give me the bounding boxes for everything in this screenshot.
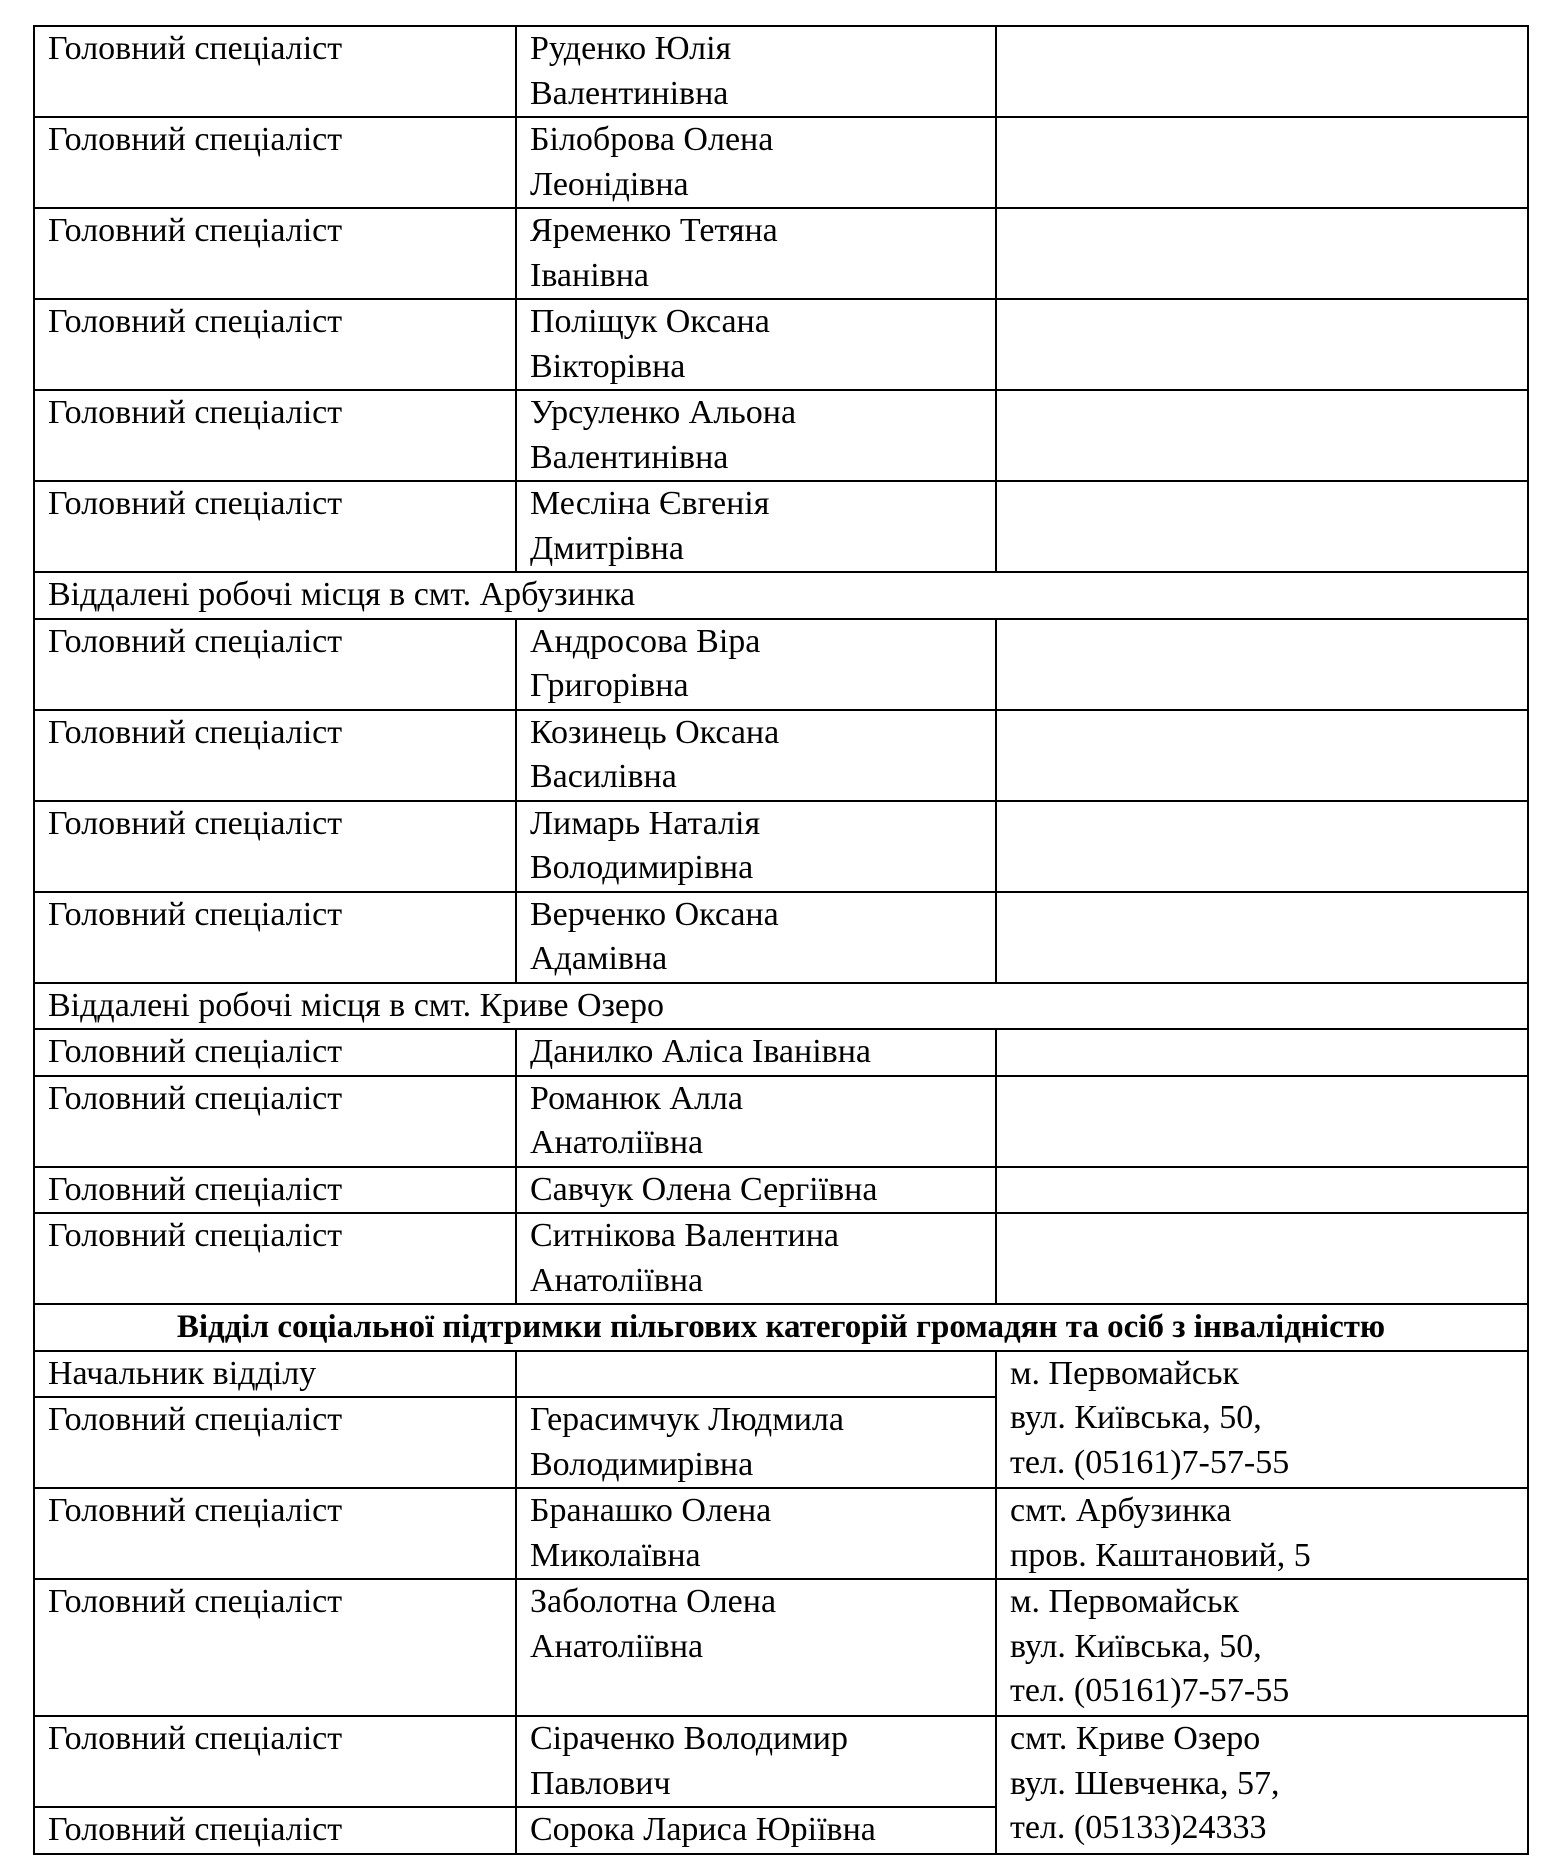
table-row — [34, 1213, 1528, 1304]
address-cell — [996, 299, 1528, 390]
name-cell: Герасимчук Людмила Володимирівна — [516, 1397, 996, 1488]
address-cell — [996, 619, 1528, 710]
name-cell: Яременко Тетяна Іванівна — [516, 208, 996, 299]
position-cell: Головний спеціаліст — [34, 619, 516, 710]
position-cell: Головний спеціаліст — [34, 299, 516, 390]
position-cell: Головний спеціаліст — [34, 1167, 516, 1214]
table-row — [34, 801, 1528, 892]
table-row — [34, 1579, 1528, 1716]
address-cell — [996, 1029, 1528, 1076]
position-cell: Головний спеціаліст — [34, 481, 516, 572]
name-cell — [516, 1351, 996, 1398]
department-row — [34, 1304, 1528, 1351]
name-cell: Сіраченко Володимир Павлович — [516, 1716, 996, 1807]
position-cell: Головний спеціаліст — [34, 1029, 516, 1076]
position-cell: Головний спеціаліст — [34, 1807, 516, 1854]
address-cell — [996, 390, 1528, 481]
position-cell: Головний спеціаліст — [34, 1716, 516, 1807]
table-row — [34, 481, 1528, 572]
position-cell: Головний спеціаліст — [34, 26, 516, 117]
name-cell: Данилко Аліса Іванівна — [516, 1029, 996, 1076]
table-row — [34, 1076, 1528, 1167]
name-cell: Романюк Алла Анатоліївна — [516, 1076, 996, 1167]
name-cell: Ситнікова Валентина Анатоліївна — [516, 1213, 996, 1304]
position-cell: Головний спеціаліст — [34, 208, 516, 299]
position-cell: Начальник відділу — [34, 1351, 516, 1398]
staff-table — [33, 25, 1529, 1855]
name-cell: Бранашко Олена Миколаївна — [516, 1488, 996, 1579]
address-cell — [996, 710, 1528, 801]
department-title: Відділ соціальної підтримки пільгових категорій громадян та осіб з інвалідністю — [34, 1304, 1528, 1351]
position-cell: Головний спеціаліст — [34, 1076, 516, 1167]
name-cell: Козинець Оксана Василівна — [516, 710, 996, 801]
table-row — [34, 208, 1528, 299]
position-cell: Головний спеціаліст — [34, 710, 516, 801]
address-cell — [996, 26, 1528, 117]
name-cell: Месліна Євгенія Дмитрівна — [516, 481, 996, 572]
name-cell: Андросова Віра Григорівна — [516, 619, 996, 710]
position-cell: Головний спеціаліст — [34, 1488, 516, 1579]
table-row — [34, 390, 1528, 481]
name-cell: Поліщук Оксана Вікторівна — [516, 299, 996, 390]
name-cell: Заболотна Олена Анатоліївна — [516, 1579, 996, 1716]
address-cell: смт. Криве Озеро вул. Шевченка, 57, тел. (05133)24333 — [996, 1716, 1528, 1854]
name-cell: Руденко Юлія Валентинівна — [516, 26, 996, 117]
address-cell — [996, 1167, 1528, 1214]
position-cell: Головний спеціаліст — [34, 1397, 516, 1488]
position-cell: Головний спеціаліст — [34, 117, 516, 208]
table-row — [34, 26, 1528, 117]
section-heading-kryve-ozero: Віддалені робочі місця в смт. Криве Озеро — [34, 983, 1528, 1030]
section-row — [34, 572, 1528, 619]
table-row — [34, 1029, 1528, 1076]
position-cell: Головний спеціаліст — [34, 801, 516, 892]
address-cell — [996, 1076, 1528, 1167]
table-continuation-edge — [33, 1847, 35, 1855]
address-cell — [996, 117, 1528, 208]
position-cell: Головний спеціаліст — [34, 390, 516, 481]
section-heading-arbuzynka: Віддалені робочі місця в смт. Арбузинка — [34, 572, 1528, 619]
address-cell — [996, 1213, 1528, 1304]
table-row — [34, 1167, 1528, 1214]
address-cell: м. Первомайськ вул. Київська, 50, тел. (05161)7-57-55 — [996, 1579, 1528, 1716]
name-cell: Верченко Оксана Адамівна — [516, 892, 996, 983]
table-row — [34, 117, 1528, 208]
table-row — [34, 619, 1528, 710]
name-cell: Урсуленко Альона Валентинівна — [516, 390, 996, 481]
name-cell: Білоброва Олена Леонідівна — [516, 117, 996, 208]
address-cell — [996, 892, 1528, 983]
address-cell — [996, 208, 1528, 299]
name-cell: Лимарь Наталія Володимирівна — [516, 801, 996, 892]
section-row — [34, 983, 1528, 1030]
table-row — [34, 710, 1528, 801]
address-cell — [996, 801, 1528, 892]
table-row — [34, 1351, 1528, 1398]
table-row — [34, 1716, 1528, 1807]
name-cell: Сорока Лариса Юріївна — [516, 1807, 996, 1854]
table-row — [34, 299, 1528, 390]
address-cell — [996, 481, 1528, 572]
address-cell: м. Первомайськ вул. Київська, 50, тел. (05161)7-57-55 — [996, 1351, 1528, 1489]
position-cell: Головний спеціаліст — [34, 1579, 516, 1716]
name-cell: Савчук Олена Сергіївна — [516, 1167, 996, 1214]
address-cell: смт. Арбузинка пров. Каштановий, 5 — [996, 1488, 1528, 1579]
position-cell: Головний спеціаліст — [34, 892, 516, 983]
position-cell: Головний спеціаліст — [34, 1213, 516, 1304]
table-row — [34, 892, 1528, 983]
table-row — [34, 1488, 1528, 1579]
